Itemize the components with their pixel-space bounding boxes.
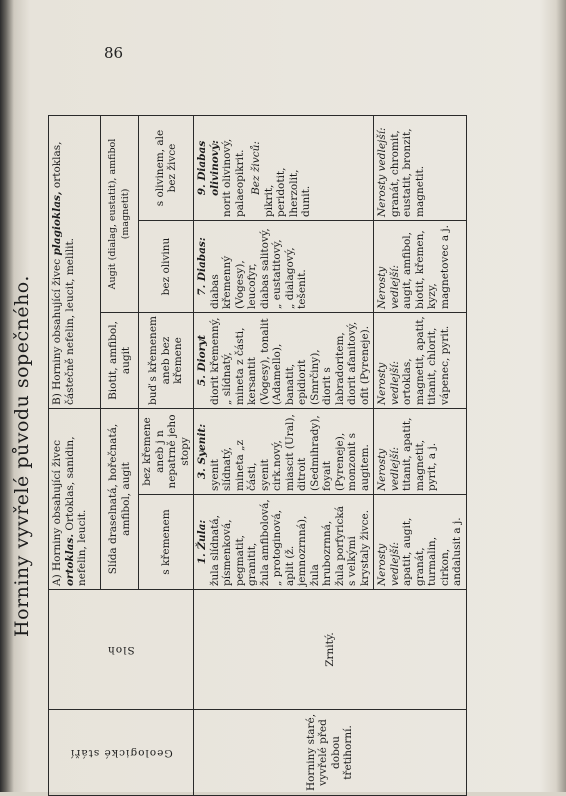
cell-accessory-3: Nerosty vedlejší: ortoklas, magnetit, apatit, titanit, chlorit, vápenec, pyrit. <box>374 313 467 409</box>
rock-classification-table <box>48 115 467 796</box>
header-group-b: B) Horniny obsahující živec plagioklas, ortoklas, částečně nefelin, leucit, melilit. <box>49 116 101 409</box>
cell-accessory-5: Nerosty vedlejší: granát, chromit, eustatit, bronzit, magnetit. <box>374 116 467 221</box>
header-group-a: A) Horniny obsahující živec ortoklas. Ortoklas, sanidin, nefelin, leucit. <box>49 409 101 590</box>
table-header-row-1 <box>49 116 101 796</box>
header-bez-kremene: bez křemene aneb j n nepatrně jeho stopy <box>139 409 194 495</box>
header-slida: Slída draselnatá, hořečnatá, amfibol, augit <box>101 409 139 590</box>
header-sloh: Sloh <box>49 590 194 710</box>
header-s-olivinem: s olivinem, ale bez živce <box>139 116 194 221</box>
cell-accessory-1: Nerosty vedlejší: apatit, augit, granát, turmalin, cirkon, andalusit a j. <box>374 495 467 590</box>
rotated-table-region <box>0 116 463 796</box>
cell-accessory-4: Nerosty vedlejší: augit, amfibol, biotit, křemen, kyzy, magnetovec a j. <box>374 221 467 313</box>
header-bez-olivinu: bez olivinu <box>139 221 194 313</box>
cell-dioryt: 5. Dioryt diorit křemenný, „ slídnatý, mineta z části, kersantit (Vogesy), tonalit (Adamello), banatit, epidiorit (Smrčiny), diorit s labradoritem, diorit afanitový, ofit (Pyreneje). <box>194 313 374 409</box>
header-bud: buď s křemenem aneb bez křemene <box>139 313 194 409</box>
header-augit: Augit (dialag, eustatit), amfibol (magnetit) <box>101 116 139 313</box>
header-s-kremenem: s křemenem <box>139 495 194 590</box>
page-number: 86 <box>104 44 124 62</box>
cell-diabas: 7. Diabas: diabas křemenný (Vogesy), leucofyr, diabas salitový, „ eustatitový, „ dialagový, tešenit. <box>194 221 374 313</box>
cell-syenit: 3. Syenit: syenit slídnatý, mineta „z části, syenit cirk.nový, miascit (Ural), ditroit (Sedmihrady), foyait (Pyreneje), monzonit s augitem. <box>194 409 374 495</box>
header-biotit: Biotit, amfibol, augit <box>101 313 139 409</box>
cell-geologicke-stari: Horniny staré, vyvřelé před dobou třetihorní. <box>194 710 467 796</box>
cell-sloh: Zrnitý. <box>194 590 467 710</box>
cell-accessory-2: Nerosty vedlejší: titanit, apatit, magnetit, pyrit, a j. <box>374 409 467 495</box>
page-title: Horniny vyvřelé původu sopečného. <box>11 275 33 637</box>
cell-zula: 1. Žula: žula slídnatá, písmenková, pegmatit, granitit, žula amfibolová, „ protoginová, aplit (ž. jemnozrnná), žula hrubozrnná, žula porfyrická s velkými krystaly živce. <box>194 495 374 590</box>
header-geologicke-stari: Geologické stáří <box>49 710 194 796</box>
table-row-rocks <box>194 116 374 796</box>
cell-diabas-olivinovy: 9. Diabas olivinový: norit olivinový, palaeopikrit. Bez živců: pikrit, peridotit, lherzolit, dunit. <box>194 116 374 221</box>
